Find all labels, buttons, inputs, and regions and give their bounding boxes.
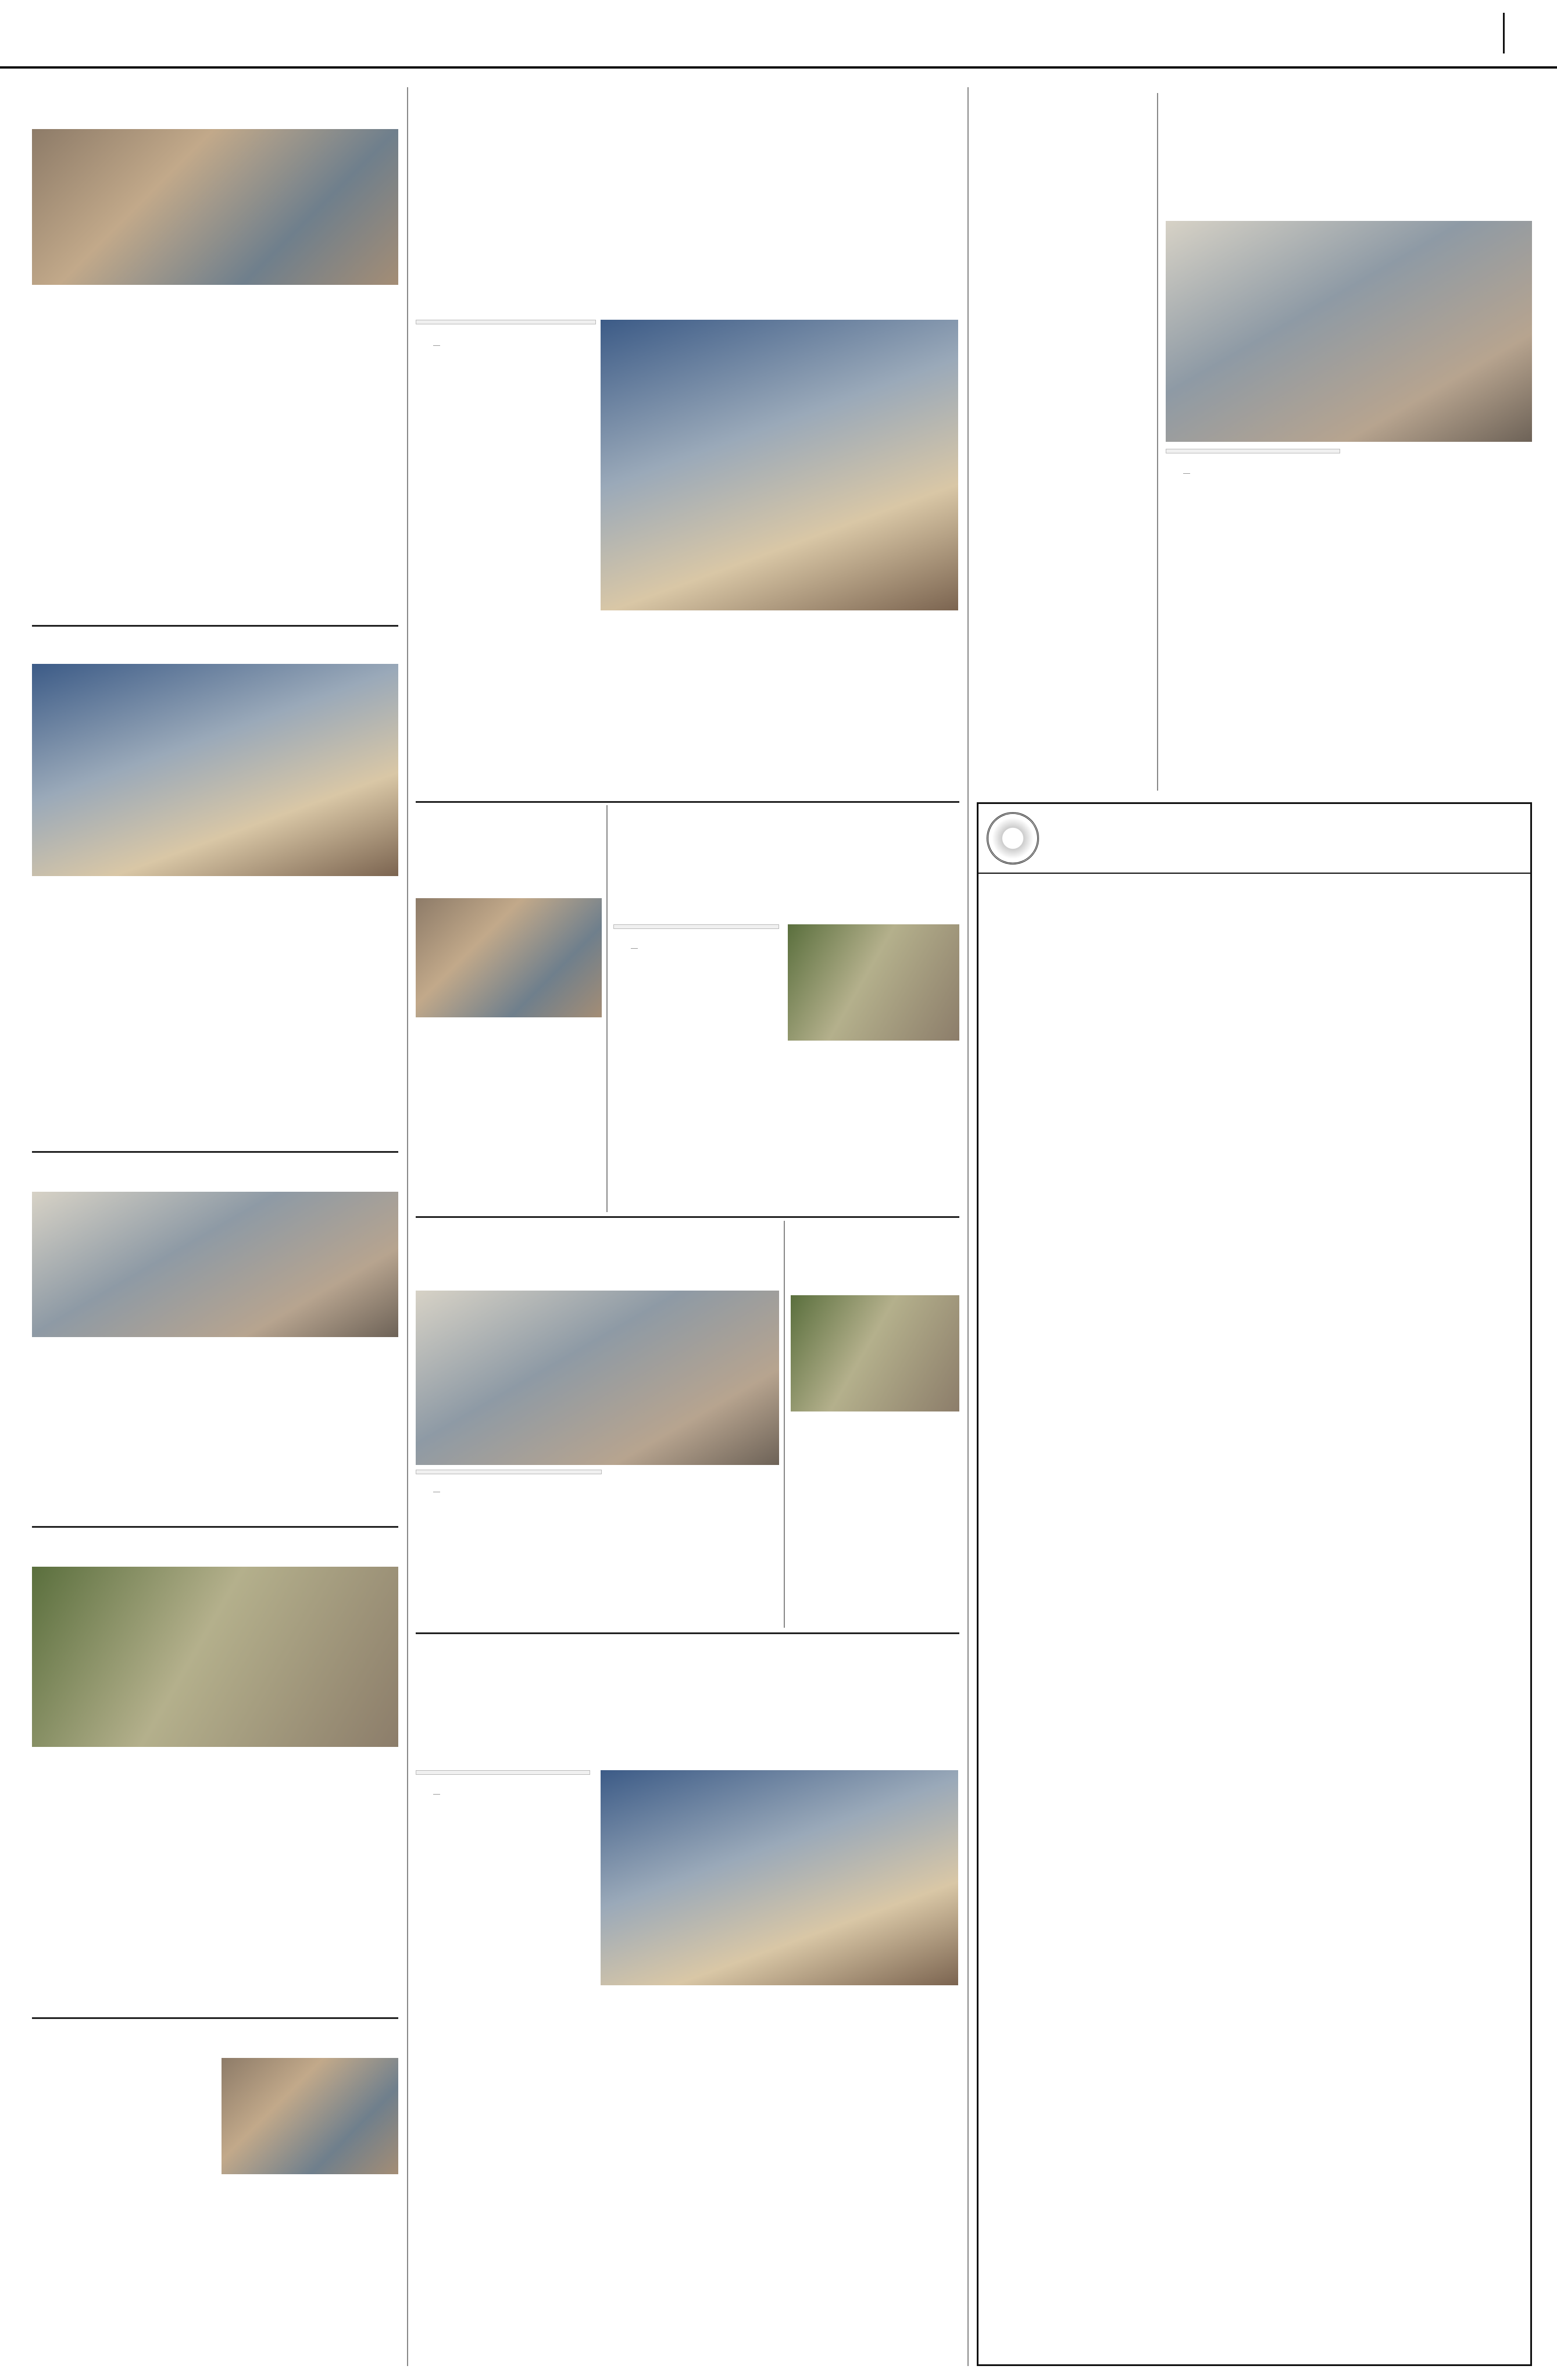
photo-cricket-team [791, 1295, 959, 1411]
byline [1166, 449, 1340, 453]
schedule-1 [984, 996, 1525, 998]
body-col-2 [222, 294, 397, 578]
body [791, 1418, 959, 1628]
body-col-1 [416, 1510, 593, 1628]
byline [416, 1770, 590, 1775]
byline [416, 320, 596, 324]
column-separator [606, 805, 608, 1212]
article-maula-ali [32, 2023, 398, 2360]
body-col-2 [1355, 449, 1531, 791]
divider [416, 801, 959, 803]
body-col-1 [32, 1343, 208, 1520]
divider [416, 1632, 959, 1634]
body-col-2 [222, 2180, 397, 2354]
body [977, 189, 1151, 791]
body-col-3 [785, 1994, 958, 2360]
body-col-1 [416, 1814, 590, 2360]
article-ahirwar-samaj [32, 1532, 398, 2014]
newspaper-logo [35, 10, 279, 57]
column-separator [1157, 93, 1158, 791]
photo-women-meeting [32, 129, 398, 285]
body-col-2 [601, 619, 775, 799]
divider [32, 1526, 398, 1528]
body [416, 1023, 602, 1212]
body-col-1 [416, 366, 590, 799]
byline [613, 924, 779, 929]
body-col-2 [222, 884, 397, 1151]
byline-mobile [631, 946, 638, 949]
article-ghasi-samaj [613, 805, 959, 1212]
body-col-1 [32, 884, 208, 1151]
govt-notice-land-acquisition [977, 802, 1532, 2366]
column-separator [407, 87, 408, 2366]
column-separator [967, 87, 969, 2366]
article-ravidas-ayachi [416, 1221, 779, 1628]
body-col-2 [788, 1046, 959, 1212]
article-governor-visit [416, 93, 959, 799]
article-ayush-fair [32, 628, 398, 1151]
divider [32, 1151, 398, 1153]
byline-mobile [433, 1792, 440, 1795]
divider [416, 1216, 959, 1218]
body-col-3 [785, 619, 958, 799]
body-col-1 [32, 1753, 208, 2014]
body-col-2 [222, 1753, 397, 2014]
photo-teachers-meeting [601, 1770, 958, 1985]
body-col-1 [613, 968, 779, 1212]
byline [416, 1470, 602, 1474]
notice-footer [984, 2304, 1525, 2362]
photo-therapy-camp [32, 1192, 398, 1337]
photo-governor-stage [601, 320, 958, 610]
divider [32, 625, 398, 627]
article-dca-cricket [791, 1221, 959, 1628]
article-women-congress [32, 93, 398, 581]
byline-mobile [433, 343, 440, 346]
body-col-2 [601, 1994, 775, 2360]
photo-award-ceremony [416, 898, 602, 1017]
article-free-coaching [977, 93, 1151, 791]
masthead [0, 0, 1557, 69]
column-separator [784, 1221, 785, 1628]
article-nasha-awareness [1166, 93, 1532, 791]
schedule-2 [984, 1057, 1525, 1059]
body-col-1 [32, 2058, 208, 2360]
photo-samaj-meeting [788, 924, 959, 1041]
divider [32, 2017, 398, 2019]
byline-mobile [1183, 471, 1190, 474]
article-bahare-award [416, 805, 602, 1212]
notice-header [979, 804, 1530, 874]
body-col-1 [1166, 494, 1340, 791]
page-number [1503, 13, 1549, 53]
photo-muslim-gathering [222, 2058, 398, 2174]
photo-ravidas-jayanti [32, 1567, 398, 1747]
body-col-2 [602, 1468, 779, 1628]
photo-chaupal [1166, 221, 1532, 442]
mp-emblem-icon [987, 812, 1039, 864]
article-shikshak-congress [416, 1639, 959, 2363]
photo-ravidas-worship [416, 1291, 779, 1465]
body-col-2 [222, 1343, 397, 1520]
byline-mobile [433, 1489, 440, 1492]
photo-ayush-group [32, 664, 398, 876]
article-health-camp [32, 1157, 398, 1523]
body-col-1 [32, 294, 208, 578]
